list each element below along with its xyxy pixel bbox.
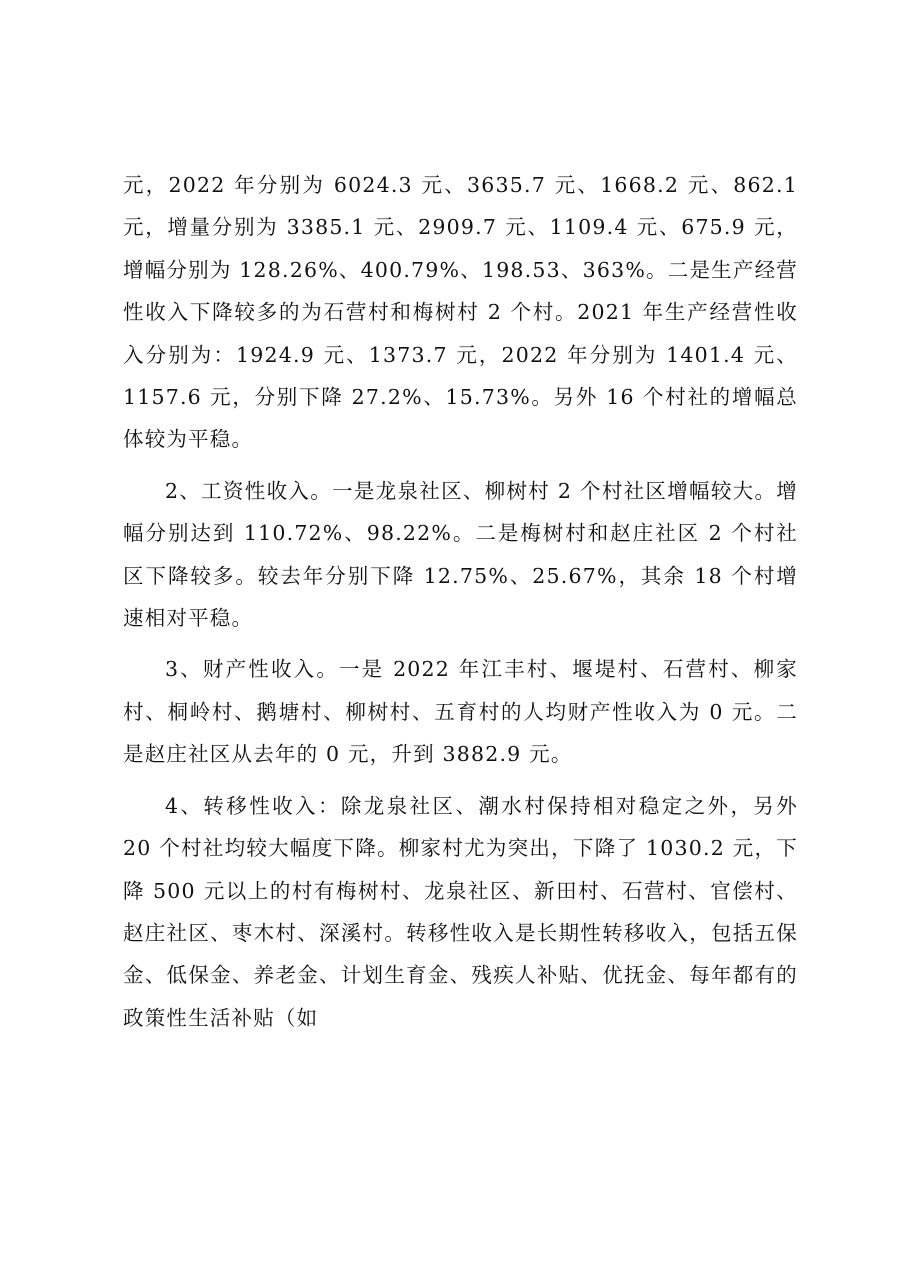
paragraph-transfer-income: 4、转移性收入：除龙泉社区、潮水村保持相对稳定之外，另外 20 个村社均较大幅度下降。柳家村尤为突出，下降了 1030.2 元，下降 500 元以上的村有梅树村、龙泉社区、新田村、石营村、官偿村、赵庄社区、枣木村、深溪村。转移性收入是长期性转移收入，包括五保金、低保金、养老金、计划生育金、残疾人补贴、优抚金、每年都有的政策性生活补贴（如 (123, 793, 798, 1030)
paragraph-property-income: 3、财产性收入。一是 2022 年江丰村、堰堤村、石营村、柳家村、桐岭村、鹅塘村、柳树村、五育村的人均财产性收入为 0 元。二是赵庄社区从去年的 0 元，升到 3882.9 元。 (123, 657, 798, 767)
paragraph-wage-income: 2、工资性收入。一是龙泉社区、柳树村 2 个村社区增幅较大。增幅分别达到 110.72%、98.22%。二是梅树村和赵庄社区 2 个村社区下降较多。较去年分别下降 12.75%、25.67%，其余 18 个村增速相对平稳。 (123, 478, 798, 631)
document-body (123, 164, 798, 1039)
paragraph-income-breakdown: 元，2022 年分别为 6024.3 元、3635.7 元、1668.2 元、862.1 元，增量分别为 3385.1 元、2909.7 元、1109.4 元、675.9 元，增幅分别为 128.26%、400.79%、198.53、363%。二是生产经营性收入下降较多的为石营村和梅树村 2 个村。2021 年生产经营性收入分别为：1924.9 元、1373.7 元，2022 年分别为 1401.4 元、1157.6 元，分别下降 27.2%、15.73%。另外 16 个村社的增幅总体较为平稳。 (123, 173, 798, 452)
